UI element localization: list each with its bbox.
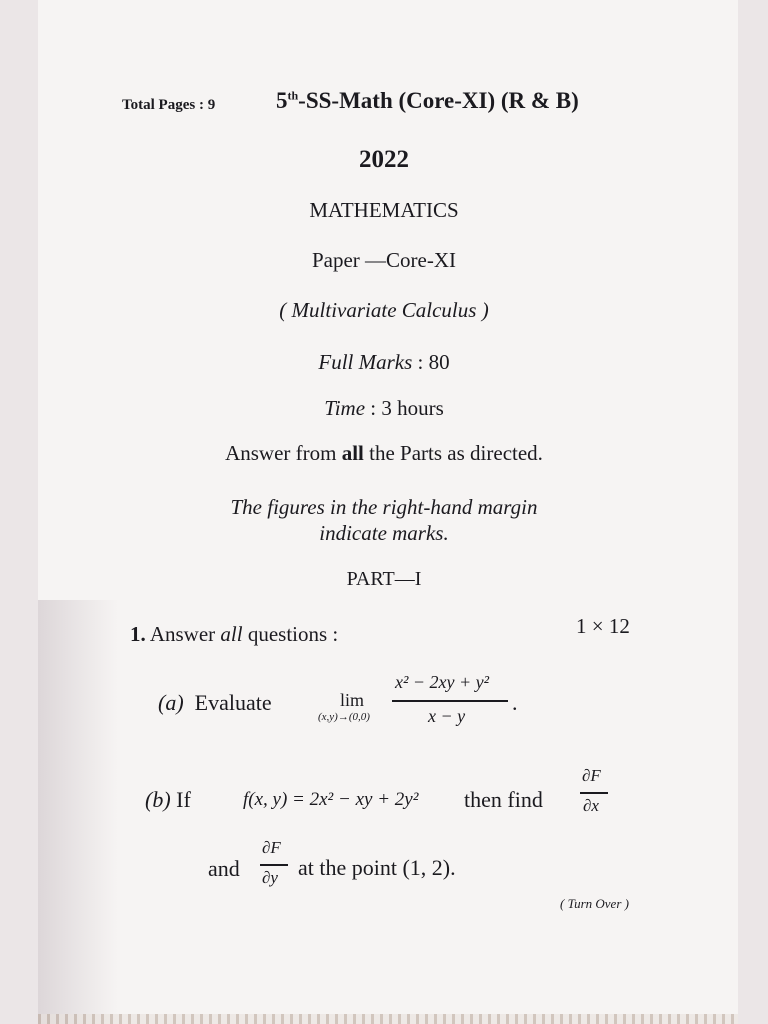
question-1-text-pre: Answer — [149, 622, 221, 646]
question-1 — [130, 622, 338, 647]
paper-code-sup: th — [287, 88, 299, 103]
limit-subscript: (x,y)→(0,0) — [318, 711, 370, 723]
paper-code — [276, 88, 579, 114]
question-b-and: and — [208, 856, 240, 881]
exam-year: 2022 — [359, 146, 409, 173]
question-1-text-post: questions : — [242, 622, 339, 646]
margin-note-line1: The figures in the right-hand margin — [230, 495, 538, 519]
full-marks-label: Full Marks — [318, 350, 413, 374]
partial-y-numerator: ∂F — [262, 838, 281, 857]
question-b-then-find: then find — [464, 787, 543, 812]
partial-y-bar — [260, 864, 288, 866]
page-shadow — [38, 600, 118, 1024]
total-pages: Total Pages : 9 — [122, 97, 216, 113]
limit-text: lim — [340, 690, 365, 710]
partial-x-denominator: ∂x — [583, 796, 599, 815]
limit-operator — [318, 690, 365, 711]
question-b-if: If — [176, 787, 191, 812]
instruction-post: the Parts as directed. — [363, 441, 543, 465]
paper-name: Paper —Core-XI — [311, 248, 457, 272]
time-label: Time — [324, 396, 366, 420]
question-a-end: . — [512, 690, 518, 715]
time-value: : 3 hours — [370, 396, 444, 420]
page-bottom-edge — [38, 1014, 738, 1024]
question-1-number: 1. — [130, 622, 146, 646]
partial-y-denominator: ∂y — [262, 868, 278, 887]
question-1-marks: 1 × 12 — [576, 614, 630, 638]
instruction-bold: all — [341, 441, 364, 465]
partial-x-bar — [580, 792, 608, 794]
instruction-line — [0, 441, 768, 466]
part-heading: PART—I — [346, 568, 422, 590]
question-b-label: (b) — [145, 787, 171, 812]
full-marks-value: : 80 — [417, 350, 450, 374]
question-a-label: (a) — [158, 690, 184, 715]
question-b-function: f(x, y) = 2x² − xy + 2y² — [243, 789, 419, 810]
fraction-numerator: x² − 2xy + y² — [395, 672, 490, 692]
question-a-text: Evaluate — [194, 690, 272, 715]
question-b-point: at the point (1, 2). — [298, 855, 456, 880]
exam-time — [0, 396, 768, 421]
question-1-text-italic: all — [220, 622, 243, 646]
subject-title: MATHEMATICS — [309, 198, 459, 222]
margin-note — [0, 494, 768, 546]
paper-code-rest: -SS-Math (Core-XI) (R & B) — [298, 88, 579, 113]
question-b — [145, 787, 191, 813]
turn-over-note: ( Turn Over ) — [560, 896, 629, 911]
paper-code-prefix: 5 — [276, 88, 288, 113]
instruction-pre: Answer from — [225, 441, 342, 465]
partial-x-numerator: ∂F — [582, 766, 601, 785]
paper-topic: ( Multivariate Calculus ) — [279, 298, 489, 322]
fraction-bar — [392, 700, 508, 702]
fraction-denominator: x − y — [428, 706, 466, 726]
margin-note-line2: indicate marks. — [319, 521, 449, 545]
full-marks — [0, 350, 768, 375]
question-a — [158, 690, 272, 716]
